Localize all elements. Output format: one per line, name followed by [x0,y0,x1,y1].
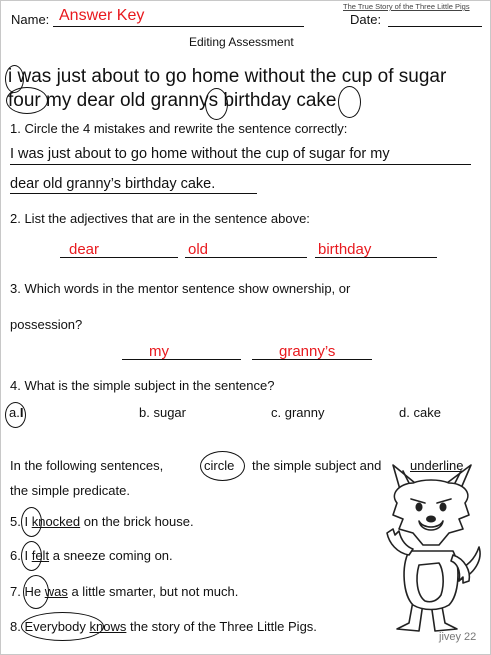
q2-answer-old: old [188,241,209,258]
source-title: The True Story of the Three Little Pigs [343,2,470,11]
q1-answer-line2: dear old granny’s birthday cake. [10,176,216,192]
q1-prompt: 1. Circle the 4 mistakes and rewrite the sentence correctly: [10,121,348,136]
q3-answer-grannys: granny’s [279,343,336,360]
sentence-predicate: was [44,584,68,599]
sentence-subject: Everybody [24,619,86,634]
subject-circle [23,575,49,609]
instructions-line2: the simple predicate. [10,483,130,498]
q1-answer-line1: I was just about to go home without the cup of sugar for my [10,146,390,162]
instructions-pre: In the following sentences, [10,458,164,473]
q4-choice-b: b. sugar [139,405,186,420]
mentor-sentence-line1: i was just about to go home without the cup of sugar [8,66,447,87]
q4-choice-d: d. cake [399,405,441,420]
mistake-four: four [8,90,41,111]
footer-credit: jivey 22 [439,631,477,643]
q3-prompt-line1: 3. Which words in the mentor sentence show ownership, or [10,281,351,296]
name-line [53,26,304,27]
page-title: Editing Assessment [189,35,294,49]
sentence-number: 5. [10,514,21,529]
subject-circle [21,612,104,641]
q3-answer-line [122,359,241,360]
name-label: Name: [11,12,50,27]
date-line [388,26,482,27]
sentence-rest: a sneeze coming on. [52,548,173,563]
instructions-underline-word: underline [410,458,464,473]
q2-answer-line [315,257,437,258]
sentence-predicate: knocked [31,514,81,529]
mistake-circle-s [205,88,228,120]
q4-prompt: 4. What is the simple subject in the sentence? [10,378,275,393]
mistake-circle-four [6,87,48,114]
mistake-lowercase-i: i [8,66,13,87]
sentence-subject: I [24,548,29,563]
subject-circle [21,507,42,537]
q2-prompt: 2. List the adjectives that are in the sentence above: [10,211,310,226]
mistake-apostrophe: s [208,90,219,111]
q3-answer-line [252,359,372,360]
q2-answer-dear: dear [69,241,100,258]
sentence-predicate: felt [31,548,50,563]
date-label: Date: [350,12,382,27]
mistake-circle-period [338,86,361,118]
mentor-sentence-line2: four my dear old grannys birthday cake [8,90,337,111]
name-value: Answer Key [59,7,145,24]
circle-example-oval [200,451,245,481]
wolf-cartoon-icon [379,463,485,639]
sentence-number: 7. [10,584,21,599]
q1-answer-rule1 [10,164,471,165]
q3-answer-my: my [149,343,169,360]
sentence-subject: I [24,514,29,529]
sentence-subject: He [24,584,42,599]
q4-choice-c: c. granny [271,405,325,420]
q2-answer-line [185,257,307,258]
q3-prompt-line2: possession? [10,317,83,332]
q1-answer-rule2 [10,193,257,194]
sentence-rest: the story of the Three Little Pigs. [130,619,317,634]
sentence-rest: a little smarter, but not much. [71,584,239,599]
q2-answer-birthday: birthday [318,241,372,258]
q4-choice-a: a.I [9,405,24,420]
sentence-predicate: knows [89,619,127,634]
sentence-number: 8. [10,619,21,634]
sentence-rest: on the brick house. [83,514,194,529]
instructions-mid: the simple subject and [252,458,382,473]
sentence-number: 6. [10,548,21,563]
q2-answer-line [60,257,178,258]
instructions-circle-word: circle [204,458,235,473]
subject-circle [21,541,42,571]
